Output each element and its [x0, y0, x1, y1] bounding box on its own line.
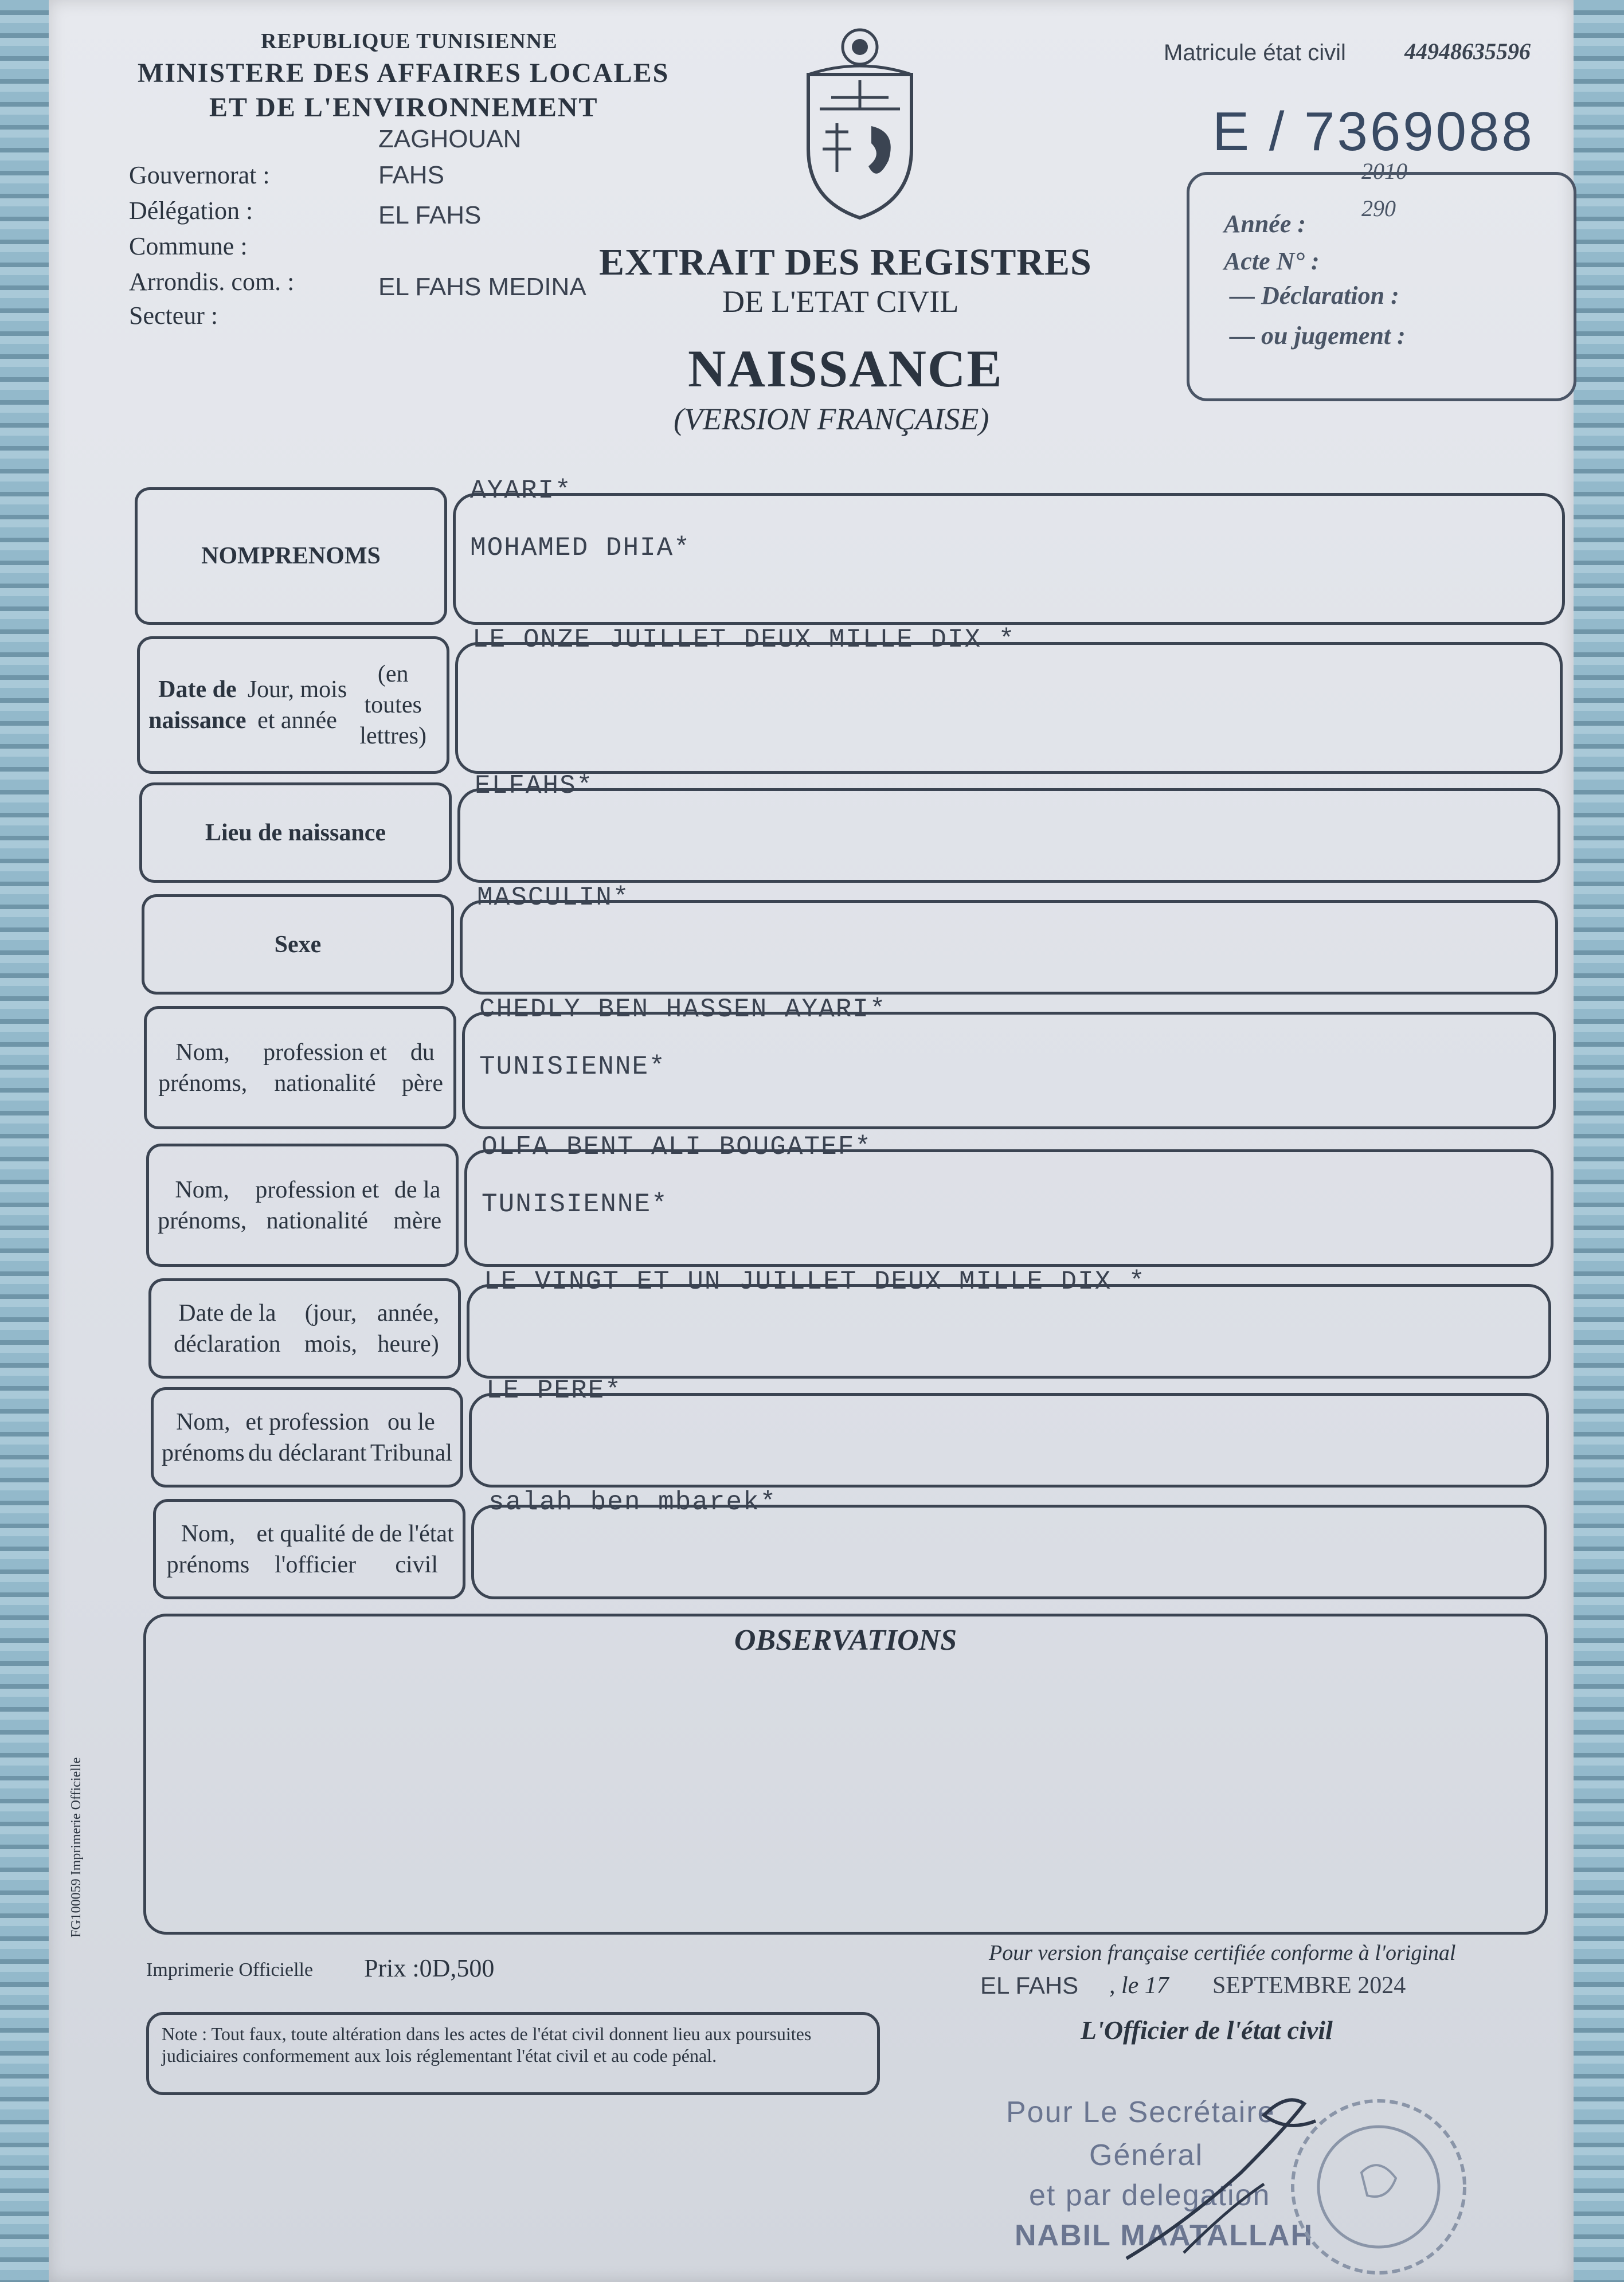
side-print: FG100059 Imprimerie Officielle: [69, 1757, 84, 1937]
row-label-text: profession et nationalité: [263, 1039, 387, 1097]
row-label-text: année, heure): [377, 1299, 440, 1357]
matricule-label: Matricule état civil: [1164, 40, 1346, 65]
row-value-text: OLFA BENT ALI BOUGATEF*: [482, 1132, 872, 1162]
row-value-box-9: [471, 1505, 1547, 1599]
annee-value: 2010: [1361, 158, 1407, 184]
observations-label: OBSERVATIONS: [734, 1624, 957, 1657]
ministry-line1: MINISTERE DES AFFAIRES LOCALES: [138, 58, 670, 88]
arrondis-label: Arrondis. com. :: [129, 268, 295, 296]
row-label-7: [148, 1278, 461, 1379]
row-label-text: (en toutes lettres): [359, 661, 426, 749]
row-value-text: salah ben mbarek*: [488, 1488, 777, 1517]
place-value: EL FAHS: [980, 1972, 1079, 1999]
ministry-line2: ET DE L'ENVIRONNEMENT: [209, 92, 598, 123]
prix-label: Prix :0D,500: [364, 1954, 495, 1982]
row-label-5: [144, 1006, 456, 1129]
annee-label: Année :: [1224, 210, 1306, 238]
row-value-text: ELFAHS*: [475, 771, 594, 801]
row-value-text: CHEDLY BEN HASSEN AYARI*: [479, 995, 887, 1024]
row-value-box-4: [460, 900, 1558, 995]
row-value-text: MOHAMED DHIA*: [470, 533, 691, 563]
signature-line3: et par delegation: [1029, 2179, 1271, 2212]
row-label-3: [139, 782, 452, 883]
signature-line2: Général: [1089, 2139, 1203, 2172]
title-line1: EXTRAIT DES REGISTRES: [599, 241, 1092, 283]
row-value-text: TUNISIENNE*: [482, 1189, 668, 1219]
row-label-text: de la mère: [393, 1176, 442, 1234]
row-value-box-3: [457, 788, 1560, 883]
row-label-text: (jour, mois,: [304, 1299, 358, 1357]
row-value-text: MASCULIN*: [477, 883, 630, 913]
row-label-text: Lieu de naissance: [205, 819, 386, 846]
row-label-text: de l'état civil: [379, 1520, 454, 1578]
signature-line4: NABIL MAATALLAH: [1015, 2219, 1314, 2252]
row-label-text: Nom, prénoms: [166, 1520, 250, 1578]
row-label-4: [142, 894, 454, 995]
row-value-box-2: [455, 642, 1563, 774]
jugement-label: — ou jugement :: [1230, 322, 1406, 350]
matricule-value: 44948635596: [1404, 38, 1531, 64]
row-label-2: [137, 636, 449, 774]
delegation-label: Délégation :: [129, 197, 253, 225]
row-label-text: du père: [401, 1039, 444, 1097]
officier-label: L'Officier de l'état civil: [1081, 2015, 1333, 2045]
row-label-9: [153, 1499, 465, 1599]
row-label-text: Date de la déclaration: [174, 1299, 281, 1357]
arrondis-value: EL FAHS MEDINA: [378, 273, 586, 301]
commune-value: EL FAHS: [378, 201, 482, 229]
title-line2: DE L'ETAT CIVIL: [722, 284, 959, 319]
stamp-number: E / 7369088: [1212, 101, 1535, 162]
title-version: (VERSION FRANÇAISE): [674, 402, 989, 436]
row-label-text: Nom, prénoms,: [158, 1039, 248, 1097]
declaration-label: — Déclaration :: [1230, 281, 1399, 310]
gouvernorat-value: ZAGHOUAN: [378, 125, 522, 153]
row-value-box-7: [467, 1284, 1551, 1379]
signature-scribble-icon: [1115, 2081, 1390, 2270]
delegation-value: FAHS: [378, 161, 444, 189]
row-label-8: [151, 1387, 463, 1488]
date-prefix: , le 17: [1109, 1972, 1169, 1999]
emblem-icon: [791, 23, 929, 224]
observations-box: [143, 1614, 1548, 1935]
signature-line1: Pour Le Secrétaire: [1006, 2096, 1275, 2129]
secteur-label: Secteur :: [129, 302, 218, 330]
row-label-text: ou le Tribunal: [370, 1408, 453, 1466]
gouvernorat-label: Gouvernorat :: [129, 161, 270, 189]
acte-box: [1187, 158, 1576, 401]
imprimerie-label: Imprimerie Officielle: [146, 1959, 314, 1980]
row-value-text: LE VINGT ET UN JUILLET DEUX MILLE DIX *: [484, 1267, 1146, 1297]
row-value-text: LE ONZE JUILLET DEUX MILLE DIX *: [472, 625, 1016, 655]
row-label-text: Sexe: [274, 931, 322, 958]
row-value-text: AYARI*: [470, 476, 572, 506]
row-label-text: et profession du déclarant: [245, 1408, 370, 1466]
title-naissance: NAISSANCE: [688, 339, 1003, 398]
row-label-6: [146, 1144, 459, 1267]
republic-title: REPUBLIQUE TUNISIENNE: [261, 29, 558, 53]
row-label-text: PRENOMS: [260, 543, 381, 569]
row-value-text: TUNISIENNE*: [479, 1052, 666, 1082]
certified-line: Pour version française certifiée conforme à l'original: [989, 1941, 1456, 1965]
row-label-text: NOM: [201, 543, 260, 569]
legal-note: Note : Tout faux, toute altération dans les actes de l'état civil donnent lieu aux poursuites judiciaires conformement aux lois réglementant l'état civil et au code pénal.: [146, 2012, 880, 2095]
row-label-text: Nom, prénoms: [162, 1408, 245, 1466]
commune-label: Commune :: [129, 232, 248, 260]
row-label-text: Nom, prénoms,: [158, 1176, 247, 1234]
row-label-text: et qualité de l'officier: [256, 1520, 374, 1578]
row-label-text: profession et nationalité: [255, 1176, 379, 1234]
acte-label: Acte N° :: [1224, 247, 1320, 275]
row-label-text: Date de naissance: [148, 676, 246, 734]
birth-certificate-paper: [49, 0, 1574, 2282]
row-value-text: LE PERE*: [486, 1376, 622, 1406]
row-label-1: [135, 487, 447, 625]
acte-value: 290: [1361, 195, 1396, 221]
row-value-box-8: [469, 1393, 1549, 1488]
row-label-text: Jour, mois et année: [247, 676, 347, 734]
date-month: SEPTEMBRE 2024: [1212, 1972, 1406, 1999]
